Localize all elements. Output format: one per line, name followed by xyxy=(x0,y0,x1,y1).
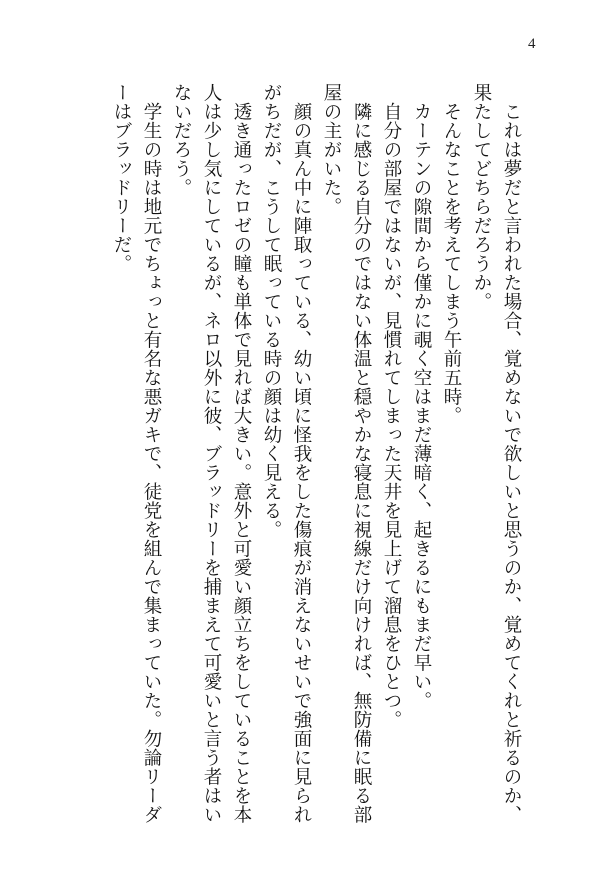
text-line: 透き通ったロゼの瞳も単体で見れば大きい。意外と可愛い顔立ちをしていることを本 xyxy=(231,83,252,824)
text-line: 学生の時は地元でちょっと有名な悪ガキで、徒党を組んで集まっていた。勿論リーダ xyxy=(141,83,162,824)
text-line: 自分の部屋ではないが、見慣れてしまった天井を見上げて溜息をひとつ。 xyxy=(381,83,402,729)
text-line: 人は少し気にしているが、ネロ以外に彼、ブラッドリーを捕まえて可愛いと言う者はい xyxy=(201,83,222,824)
text-line: ないだろう。 xyxy=(171,83,192,197)
text-line: 隣に感じる自分のではない体温と穏やかな寝息に視線だけ向ければ、無防備に眠る部 xyxy=(351,83,372,824)
text-line: 屋の主がいた。 xyxy=(321,83,342,216)
text-line: そんなことを考えてしまう午前五時。 xyxy=(441,83,462,425)
text-line: カーテンの隙間から僅かに覗く空はまだ薄暗く、起きるにもまだ早い。 xyxy=(411,83,432,710)
text-line: ーはブラッドリーだ。 xyxy=(111,83,132,273)
text-line: これは夢だと言われた場合、覚めないで欲しいと思うのか、覚めてくれと祈るのか、 xyxy=(501,83,522,824)
text-line: 果たしてどちらだろうか。 xyxy=(471,83,492,311)
page-number: 4 xyxy=(528,36,536,52)
text-line: がちだが、こうして眠っている時の顔は幼く見える。 xyxy=(261,83,282,539)
text-line: 顔の真ん中に陣取っている、幼い頃に怪我をした傷痕が消えないせいで強面に見られ xyxy=(291,83,312,824)
vertical-body-text xyxy=(106,83,526,824)
